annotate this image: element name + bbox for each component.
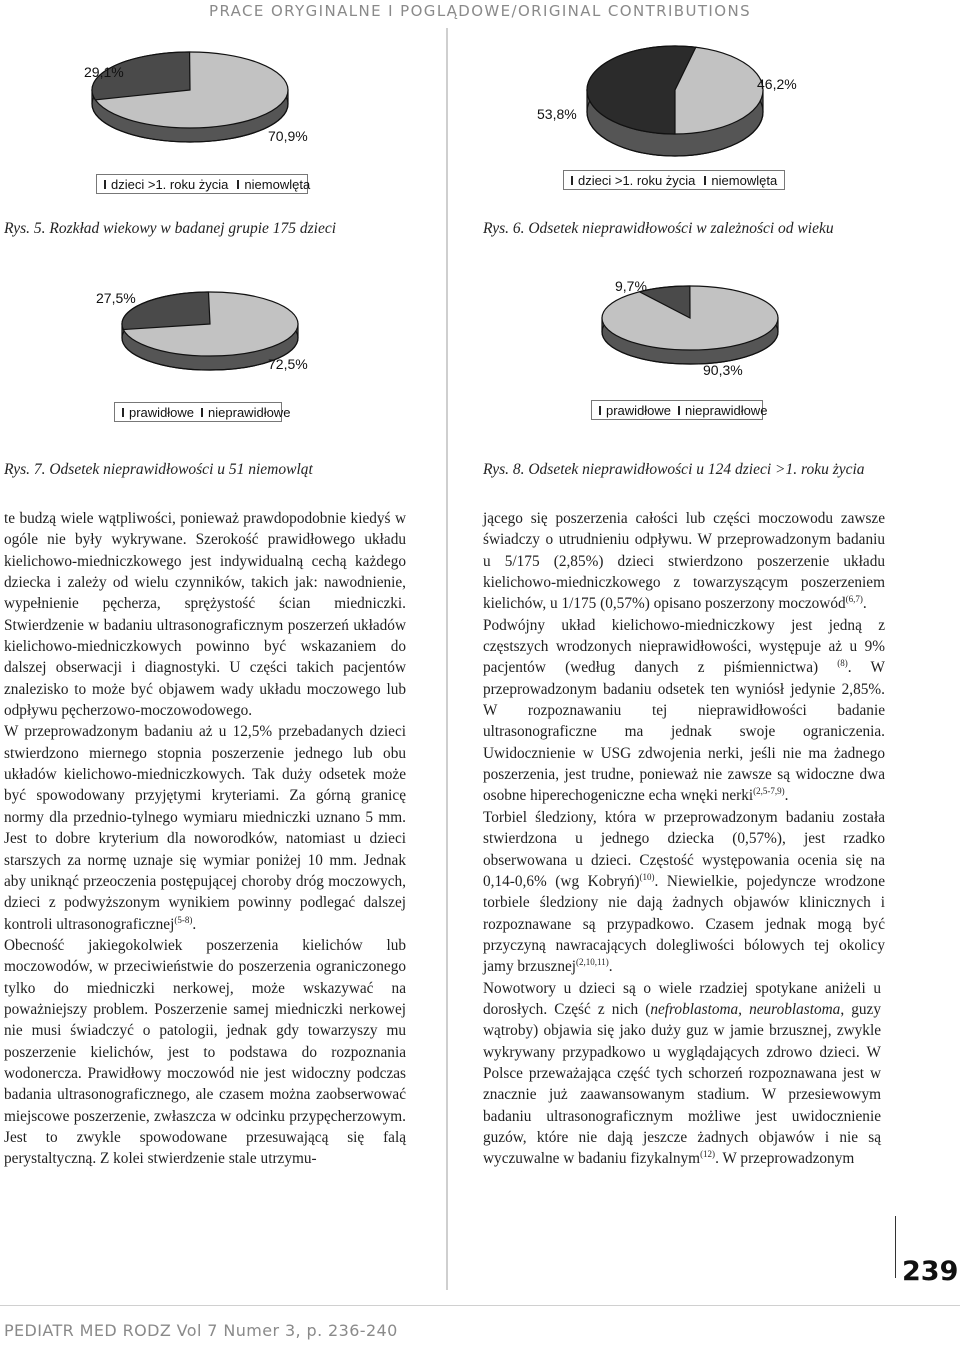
legend-swatch-light <box>122 408 124 417</box>
footer-rule <box>0 1305 960 1306</box>
legend-5 <box>96 174 311 194</box>
right-paragraph-4-italic: nefroblastoma, neuroblastoma <box>650 1000 841 1018</box>
page-number: 239 <box>902 1256 959 1287</box>
reference-marker: (10) <box>639 871 655 882</box>
reference-marker: (12) <box>700 1149 716 1160</box>
legend-swatch-light <box>571 176 573 185</box>
pie8-label-dark: 9,7% <box>615 278 647 294</box>
pie5-label-dark: 29,1% <box>84 64 124 80</box>
pie-chart-8 <box>565 270 825 390</box>
legend-5-item-2: niemowlęta <box>244 176 311 192</box>
pie-chart-7 <box>90 270 330 390</box>
reference-marker: (5-8) <box>174 914 193 925</box>
reference-marker: (6,7) <box>845 594 863 605</box>
right-paragraph-3-text-a: Torbiel śledziony, która w przeprowadzonym badaniu została stwierdzona u jednego dziecka (0,57%), jest rzadko obserwowana u dzieci. Częstość występowania ocenia się na 0,14-0,6% (wg Kobryń) <box>483 808 885 890</box>
legend-6-item-2: niemowlęta <box>711 172 778 188</box>
pie5-label-light: 70,9% <box>268 128 308 144</box>
legend-swatch-light <box>104 180 106 189</box>
reference-marker: (8) <box>837 658 848 669</box>
caption-fig-8: Rys. 8. Odsetek nieprawidłowości u 124 dzieci >1. roku życia <box>483 461 865 478</box>
left-paragraph-1: te budzą wiele wątpliwości, ponieważ prawdopodobnie kiedyś w ogóle nie były wykrywane. Szerokość prawidłowego układu kielichowo-miedniczkowego jest indywidualną cechą każdego dziecka i zależy od wielu czynników, takich jak: nawodnienie, wypełnienie pęcherza, sprężystość ścian miedniczki. Stwierdzenie w badaniu ultrasonograficznym poszerzeń układów kielichowo-miedniczkowych powinno być wskazaniem do dalszej obserwacji i diagnostyki. U części takich pacjentów znalezisko to może być objawem wady układu moczowego lub odpływu pęcherzowo-moczowodowego. <box>4 510 406 720</box>
caption-fig-7: Rys. 7. Odsetek nieprawidłowości u 51 niemowląt <box>4 461 313 478</box>
legend-5-item-1: dzieci >1. roku życia <box>111 176 229 192</box>
legend-swatch-dark <box>704 176 706 185</box>
caption-fig-5: Rys. 5. Rozkład wiekowy w badanej grupie 175 dzieci <box>4 220 337 237</box>
legend-6 <box>563 170 785 190</box>
legend-8-item-1: prawidłowe <box>606 402 672 418</box>
legend-swatch-dark <box>678 406 680 415</box>
legend-8-item-2: nieprawidłowe <box>685 402 768 418</box>
legend-swatch-dark <box>201 408 203 417</box>
right-paragraph-1: jącego się poszerzenia całości lub części moczowodu zawsze świadczy o utrudnieniu odpływu. W przeprowadzonym badaniu u 5/175 (2,85%) dzieci stwierdzono poszerzenie układu kielichowo-miedniczkowego z towarzyszącym poszerzeniem kielichów, u 1/175 (0,57%) opisano poszerzony moczowód$^{(6,7)}$. <box>483 510 885 613</box>
left-paragraph-2-text: W przeprowadzonym badaniu aż u 12,5% przebadanych dzieci stwierdzono miernego stopnia poszerzenie jednego lub obu układów kielichowo-miedniczkowych. Tak duży odsetek może być spowodowany przyjętymi kryteriami. Za górną granicę normy dla przednio-tylnego wymiaru miedniczki uznano 5 mm. Jest to dobre kryterium dla noworodków, natomiast u dzieci starszych za normę uznaje się wymiar poniżej 10 mm. Jednak aby uniknąć przeoczenia postępującej choroby dróg moczowych, dzieci z podwyższonym wynikiem powinny podlegać dalszej kontroli ultrasonograficznej <box>4 723 406 933</box>
right-paragraph-4-text-a: Nowotwory u dzieci są o wiele rzadziej spotykane aniżeli u dorosłych. Część z nich ( <box>483 979 881 1018</box>
pie-chart-5 <box>60 36 320 176</box>
left-column <box>4 508 406 1170</box>
figure-8 <box>565 270 825 430</box>
legend-7 <box>114 402 291 422</box>
reference-marker: (2,10,11) <box>576 957 609 968</box>
right-paragraph-2-text-b: . W przeprowadzonym badaniu odsetek ten wyniósł jedynie 2,85%. W rozpoznawaniu tej nieprawidłowości badanie ultrasonograficzne ma jednak swoje ograniczenia. Uwidocznienie w USG zdwojenia nerki, jeśli nie ma żadnego poszerzenia, jest trudne, ponieważ nie zawsze są widoczne dwa osobne hiperechogeniczne echa wnęki nerki <box>483 659 885 805</box>
right-paragraph-4-text-b: , guzy wątroby) objawia się jako duży guz w jamie brzusznej, zwykle wykrywany przypadkowo u wyglądających zdrowo dzieci. W Polsce przeważająca część tych schorzeń rozpoznawana jest w znacznie już zaawansowanym stadium. W przesiewowym badaniu ultrasonograficznym możliwe jest uwidocznienie guzów, które nie dają jeszcze żadnych objawów i nie są wyczuwalne w badaniu fizykalnym <box>483 1000 881 1168</box>
pie7-label-light: 72,5% <box>268 356 308 372</box>
right-paragraph-3-text-b: . Niewielkie, pojedyncze wrodzone torbiele śledziony nie dają żadnych objawów klinicznych i rozpoznawane są przypadkowo. Czasem jednak mogą być przyczyną nawracających dolegliwości bólowych tej okolicy jamy brzusznej <box>483 872 885 976</box>
caption-fig-6: Rys. 6. Odsetek nieprawidłowości w zależności od wieku <box>483 220 834 237</box>
legend-swatch-light <box>599 406 601 415</box>
page-number-rule <box>895 1216 896 1278</box>
figure-6 <box>525 36 815 206</box>
right-paragraph-3: Torbiel śledziony, która w przeprowadzonym badaniu została stwierdzona u jednego dziecka (0,57%), jest rzadko obserwowana u dzieci. Częstość występowania ocenia się na 0,14-0,6% (wg Kobryń)$^{(10)}$. Niewielkie, pojedyncze wrodzone torbiele śledziony nie dają żadnych objawów klinicznych i rozpoznawane są przypadkowo. Czasem jednak mogą być przyczyną nawracających dolegliwości bólowych tej okolicy jamy brzusznej$^{(2,10,11)}$. <box>483 808 885 976</box>
legend-8 <box>591 400 768 420</box>
right-paragraph-4-text-c: . W przeprowadzonym <box>715 1150 855 1168</box>
legend-7-item-2: nieprawidłowe <box>208 404 291 420</box>
journal-footer: PEDIATR MED RODZ Vol 7 Numer 3, p. 236-240 <box>4 1321 398 1340</box>
legend-swatch-dark <box>237 180 239 189</box>
figure-5 <box>60 36 320 206</box>
right-paragraph-2-text-a: Podwójny układ kielichowo-miedniczkowy jest jedną z częstszych wrodzonych nieprawidłowości, występuje aż u 9% pacjentów (według danych z piśmiennictwa) <box>483 616 885 677</box>
left-paragraph-2: W przeprowadzonym badaniu aż u 12,5% przebadanych dzieci stwierdzono miernego stopnia poszerzenie jednego lub obu układów kielichowo-miedniczkowych. Tak duży odsetek może być spowodowany przyjętymi kryteriami. Za górną granicę normy dla przednio-tylnego wymiaru miedniczki uznano 5 mm. Jest to dobre kryterium dla noworodków, natomiast u dzieci starszych za normę uznaje się wymiar poniżej 10 mm. Jednak aby uniknąć przeoczenia postępującej choroby dróg moczowych, dzieci z podwyższonym wynikiem powinny podlegać dalszej kontroli ultrasonograficznej$^{(5-8)}$. <box>4 723 406 933</box>
right-paragraph-1-text: jącego się poszerzenia całości lub części moczowodu zawsze świadczy o utrudnieniu odpływu. W przeprowadzonym badaniu u 5/175 (2,85%) dzieci stwierdzono poszerzenie układu kielichowo-miedniczkowego z towarzyszącym poszerzeniem kielichów, u 1/175 (0,57%) opisano poszerzony moczowód <box>483 510 885 613</box>
pie8-label-light: 90,3% <box>703 362 743 378</box>
legend-6-item-1: dzieci >1. roku życia <box>578 172 696 188</box>
column-divider <box>446 28 448 1290</box>
legend-7-item-1: prawidłowe <box>129 404 195 420</box>
figure-7 <box>90 270 330 430</box>
right-column <box>483 508 885 1170</box>
left-paragraph-3: Obecność jakiegokolwiek poszerzenia kielichów lub moczowodów, w przeciwieństwie do poszerzenia ograniczonego tylko do miedniczki nerkowej, może wskazywać na poważniejszy problem. Poszerzenie samej miedniczki nerkowej nie musi świadczyć o patologii, jednak gdy towarzyszy mu poszerzenie kielichów, jest to podstawa do rozpoznania wodonercza. Prawidłowy moczowód nie jest widoczny podczas badania ultrasonograficznego, ale czasem można zaobserwować miejscowe poszerzenie, zwłaszcza w odcinku przypęcherzowym. Jest to zwykle spowodowane przesuwającą się falą perystaltyczną. Z kolei stwierdzenie stale utrzymu- <box>4 936 406 1168</box>
reference-marker: (2,5-7,9) <box>753 786 785 797</box>
running-header: PRACE ORYGINALNE I POGLĄDOWE/ORIGINAL CONTRIBUTIONS <box>209 2 751 20</box>
pie6-label-light: 46,2% <box>757 76 797 92</box>
right-paragraph-2: Podwójny układ kielichowo-miedniczkowy jest jedną z częstszych wrodzonych nieprawidłowości, występuje aż u 9% pacjentów (według danych z piśmiennictwa) $^{(8)}$. W przeprowadzonym badaniu odsetek ten wyniósł jedynie 2,85%. W rozpoznawaniu tej nieprawidłowości badanie ultrasonograficzne ma jednak swoje ograniczenia. Uwidocznienie w USG zdwojenia nerki, jeśli nie ma żadnego poszerzenia, jest trudne, ponieważ nie zawsze są widoczne dwa osobne hiperechogeniczne echa wnęki nerki$^{(2,5-7,9)}$. <box>483 616 885 805</box>
pie6-label-dark: 53,8% <box>537 106 577 122</box>
right-paragraph-4 <box>483 978 881 1170</box>
pie7-label-dark: 27,5% <box>96 290 136 306</box>
